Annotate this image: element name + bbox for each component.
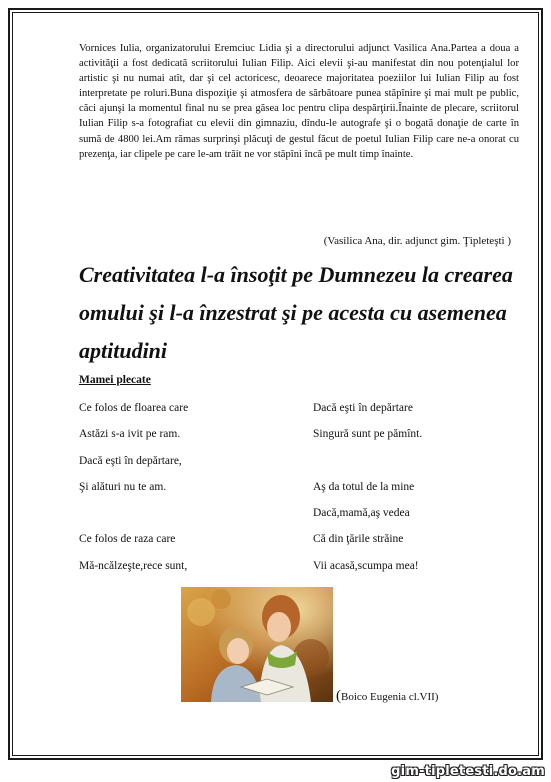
author-name: Boico Eugenia cl.VII) (341, 691, 439, 703)
poem-line: Dacă,mamă,aş vedea (313, 507, 410, 519)
poem-line: Aş da totul de la mine (313, 481, 415, 493)
poem-title: Mamei plecate (79, 374, 151, 386)
mother-daughter-photo (181, 587, 333, 702)
poem-line: Astăzi s-a ivit pe ram. (79, 428, 181, 440)
site-watermark: gim-tipletesti.do.am (391, 764, 545, 779)
poem-line: Ce folos de floarea care (79, 402, 189, 414)
poem-line: Ce folos de raza care (79, 533, 176, 545)
article-signature: (Vasilica Ana, dir. adjunct gim. Ţipleteşti ) (323, 235, 511, 247)
headline: Creativitatea l-a însoţit pe Dumnezeu la crearea omului şi l-a înzestrat şi pe acesta cu asemenea aptitudini (79, 262, 513, 363)
poem-line: Vii acasă,scumpa mea! (313, 560, 419, 572)
poem-line: Că din ţările străine (313, 533, 404, 545)
poem-line: Mă-ncălzeşte,rece sunt, (79, 560, 188, 572)
article-paragraph: Vornices Iulia, organizatorului Eremciuc Lidia şi a directorului adjunct Vasilica Ana.Partea a doua a activităţii a fost dedicată scriitorului Iulian Filip. Aici elevii şi-au manifestat din nou potenţialul lor artistic şi nu numai atît, dar şi cel actoricesc, deoarece majoritatea poeziilor lui Iulian Filip au fost interpretate pe roluri.Buna dispoziţie şi atmosfera de sărbătoare punea stăpînire şi mai mult pe public, căci ajunşi la momentul final nu se prea găsea loc pentru clipa despărţirii.Înainte de plecare, scriitorul Iulian Filip s-a fotografiat cu elevii din gimnaziu, dîndu-le autografe şi o bogată donaţie de carte în sumă de 4800 lei.Am rămas surprinşi plăcuţi de gestul făcut de poetul Iulian Filip care ne-a onorat cu prezenţa, iar clipele pe care le-am trăit ne vor stăpîni încă pe mult timp înainte. (79, 43, 519, 160)
poem-author (336, 688, 438, 705)
poem-line: Singură sunt pe pămînt. (313, 428, 423, 440)
poem-line: Dacă eşti în depărtare (313, 402, 413, 414)
author-paren: ( (336, 688, 341, 704)
poem-line: Dacă eşti în depărtare, (79, 455, 182, 467)
poem-line: Şi alături nu te am. (79, 481, 167, 493)
